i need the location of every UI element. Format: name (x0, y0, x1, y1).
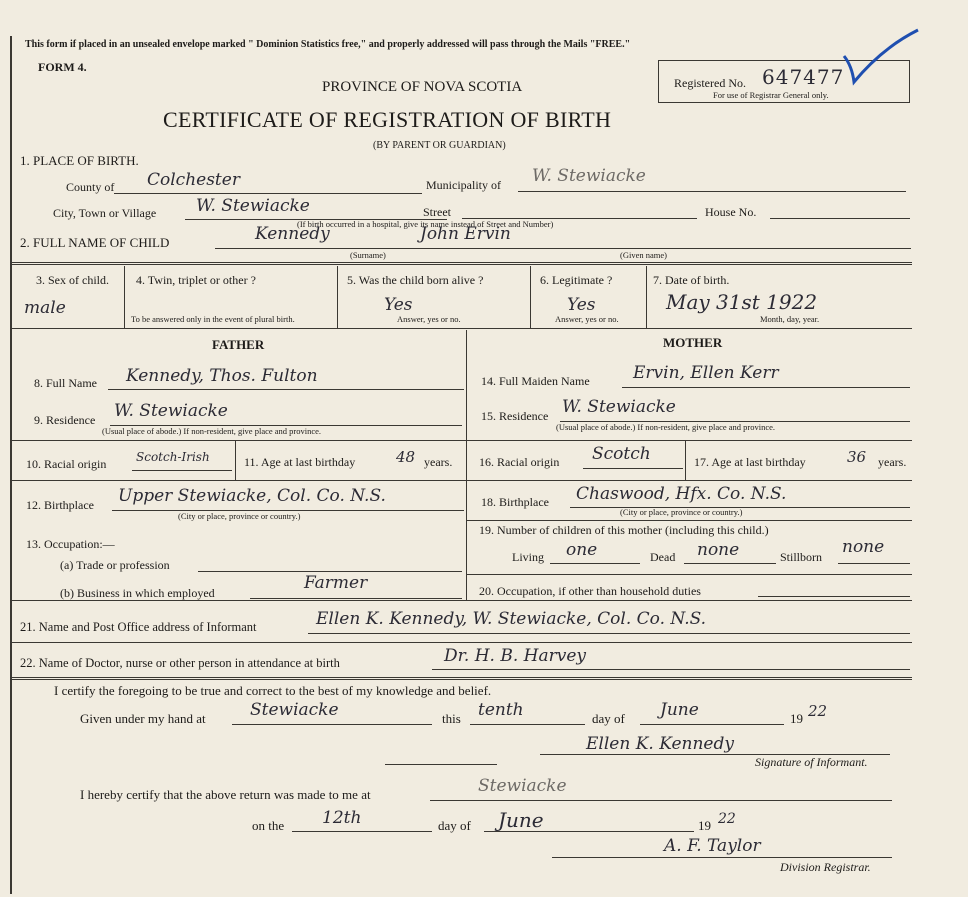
given-name-note: (Given name) (620, 250, 667, 260)
child-given-name-field[interactable]: John Ervin (420, 224, 511, 244)
stillborn-label: Stillborn (780, 550, 823, 564)
informant-day-field[interactable]: tenth (478, 700, 524, 720)
informant-signature[interactable]: Ellen K. Kennedy (586, 734, 734, 754)
form-number: FORM 4. (38, 60, 87, 74)
divider (12, 262, 912, 265)
city-note: (If birth occurred in a hospital, give its name instead of Street and Number) (297, 219, 554, 229)
registrar-month-field[interactable]: June (498, 808, 544, 832)
mother-residence-note: (Usual place of abode.) If non-resident, give place and province. (556, 422, 776, 432)
mother-name-label: 14. Full Maiden Name (481, 374, 590, 388)
father-residence-field[interactable]: W. Stewiacke (114, 401, 228, 421)
father-birthplace-field[interactable]: Upper Stewiacke, Col. Co. N.S. (118, 486, 386, 506)
registered-number: 647477 (762, 65, 845, 89)
father-heading: FATHER (212, 337, 265, 352)
mother-age-unit: years. (878, 455, 907, 469)
registrar-signature[interactable]: A. F. Taylor (664, 836, 761, 856)
this-label: this (442, 711, 461, 726)
page-subtitle: (BY PARENT OR GUARDIAN) (373, 140, 506, 151)
mother-heading: MOTHER (663, 335, 723, 350)
twin-label: 4. Twin, triplet or other ? (136, 273, 256, 287)
legitimate-note: Answer, yes or no. (555, 314, 619, 324)
children-label: 19. Number of children of this mother (including this child.) (479, 523, 769, 537)
registrar-year-prefix: 19 (698, 818, 711, 833)
father-birthplace-note: (City or place, province or country.) (178, 511, 301, 521)
father-residence-note: (Usual place of abode.) If non-resident, give place and province. (102, 426, 322, 436)
trade-label: (a) Trade or profession (60, 558, 170, 572)
business-field[interactable]: Farmer (304, 573, 368, 593)
mother-birthplace-note: (City or place, province or country.) (620, 507, 743, 517)
sex-label: 3. Sex of child. (36, 273, 109, 287)
father-racial-field[interactable]: Scotch-Irish (136, 450, 210, 464)
father-name-field[interactable]: Kennedy, Thos. Fulton (126, 366, 318, 386)
child-name-label: 2. FULL NAME OF CHILD (20, 235, 170, 250)
year-prefix: 19 (790, 711, 803, 726)
municipality-field[interactable]: W. Stewiacke (532, 166, 646, 186)
living-field[interactable]: one (566, 540, 598, 560)
mother-birthplace-label: 18. Birthplace (481, 495, 549, 509)
legitimate-label: 6. Legitimate ? (540, 273, 613, 287)
father-age-label: 11. Age at last birthday (244, 455, 356, 469)
mother-residence-field[interactable]: W. Stewiacke (562, 397, 676, 417)
registered-label: Registered No. (674, 76, 746, 90)
given-place-field[interactable]: Stewiacke (250, 700, 339, 720)
day-of-label: day of (592, 711, 625, 726)
dead-field[interactable]: none (697, 540, 740, 560)
registrar-year-field[interactable]: 22 (718, 811, 736, 827)
city-field[interactable]: W. Stewiacke (196, 196, 310, 216)
doctor-label: 22. Name of Doctor, nurse or other person in attendance at birth (20, 656, 340, 670)
sex-field[interactable]: male (24, 298, 66, 318)
street-label: Street (423, 205, 451, 219)
father-residence-label: 9. Residence (34, 413, 96, 427)
surname-note: (Surname) (350, 250, 386, 260)
legitimate-field[interactable]: Yes (567, 295, 596, 315)
mother-age-label: 17. Age at last birthday (694, 455, 806, 469)
father-racial-label: 10. Racial origin (26, 457, 107, 471)
registrar-place-field[interactable]: Stewiacke (478, 776, 567, 796)
alive-label: 5. Was the child born alive ? (347, 273, 484, 287)
alive-note: Answer, yes or no. (397, 314, 461, 324)
living-label: Living (512, 550, 544, 564)
mail-notice: This form if placed in an unsealed envelope marked " Dominion Statistics free," and properly addressed will pass through the Mails "FREE." (25, 39, 631, 50)
registrar-statement: I hereby certify that the above return was made to me at (80, 787, 371, 802)
twin-note: To be answered only in the event of plural birth. (131, 314, 295, 324)
informant-year-field[interactable]: 22 (808, 702, 828, 720)
registrar-day-of-label: day of (438, 818, 471, 833)
mother-residence-label: 15. Residence (481, 409, 549, 423)
county-field[interactable]: Colchester (147, 170, 240, 190)
house-number-label: House No. (705, 205, 757, 219)
registrar-note: For use of Registrar General only. (713, 90, 829, 100)
registrar-day-field[interactable]: 12th (322, 808, 362, 828)
doctor-field[interactable]: Dr. H. B. Harvey (444, 646, 586, 666)
mother-name-field[interactable]: Ervin, Ellen Kerr (633, 363, 779, 383)
father-occupation-label: 13. Occupation:— (26, 537, 115, 551)
business-label: (b) Business in which employed (60, 586, 215, 600)
alive-field[interactable]: Yes (384, 295, 413, 315)
date-note: Month, day, year. (760, 314, 820, 324)
father-name-label: 8. Full Name (34, 376, 97, 390)
mother-racial-label: 16. Racial origin (479, 455, 560, 469)
county-label: County of (66, 180, 115, 194)
mother-occupation-label: 20. Occupation, if other than household duties (479, 584, 701, 598)
signature-of-informant-label: Signature of Informant. (755, 755, 868, 769)
mother-birthplace-field[interactable]: Chaswood, Hfx. Co. N.S. (576, 484, 787, 504)
date-of-birth-label: 7. Date of birth. (653, 273, 730, 287)
certify-statement: I certify the foregoing to be true and correct to the best of my knowledge and belief. (54, 683, 492, 698)
dead-label: Dead (650, 550, 676, 564)
municipality-label: Municipality of (426, 178, 501, 192)
page-title: CERTIFICATE OF REGISTRATION OF BIRTH (163, 107, 612, 132)
stillborn-field[interactable]: none (842, 537, 885, 557)
father-age-unit: years. (424, 455, 453, 469)
mother-age-field[interactable]: 36 (847, 448, 867, 466)
division-registrar-label: Division Registrar. (780, 860, 871, 874)
checkmark-icon (842, 26, 922, 86)
province-heading: PROVINCE OF NOVA SCOTIA (322, 79, 523, 95)
date-of-birth-field[interactable]: May 31st 1922 (666, 290, 818, 314)
informant-field[interactable]: Ellen K. Kennedy, W. Stewiacke, Col. Co. N.S. (316, 609, 707, 629)
city-label: City, Town or Village (53, 206, 157, 220)
on-the-label: on the (252, 818, 285, 833)
child-surname-field[interactable]: Kennedy (255, 224, 330, 244)
father-birthplace-label: 12. Birthplace (26, 498, 94, 512)
mother-racial-field[interactable]: Scotch (592, 444, 651, 464)
informant-label: 21. Name and Post Office address of Informant (20, 620, 257, 634)
place-of-birth-heading: 1. PLACE OF BIRTH. (20, 153, 139, 168)
informant-month-field[interactable]: June (660, 700, 699, 720)
father-age-field[interactable]: 48 (396, 448, 416, 466)
given-under-label: Given under my hand at (80, 711, 206, 726)
